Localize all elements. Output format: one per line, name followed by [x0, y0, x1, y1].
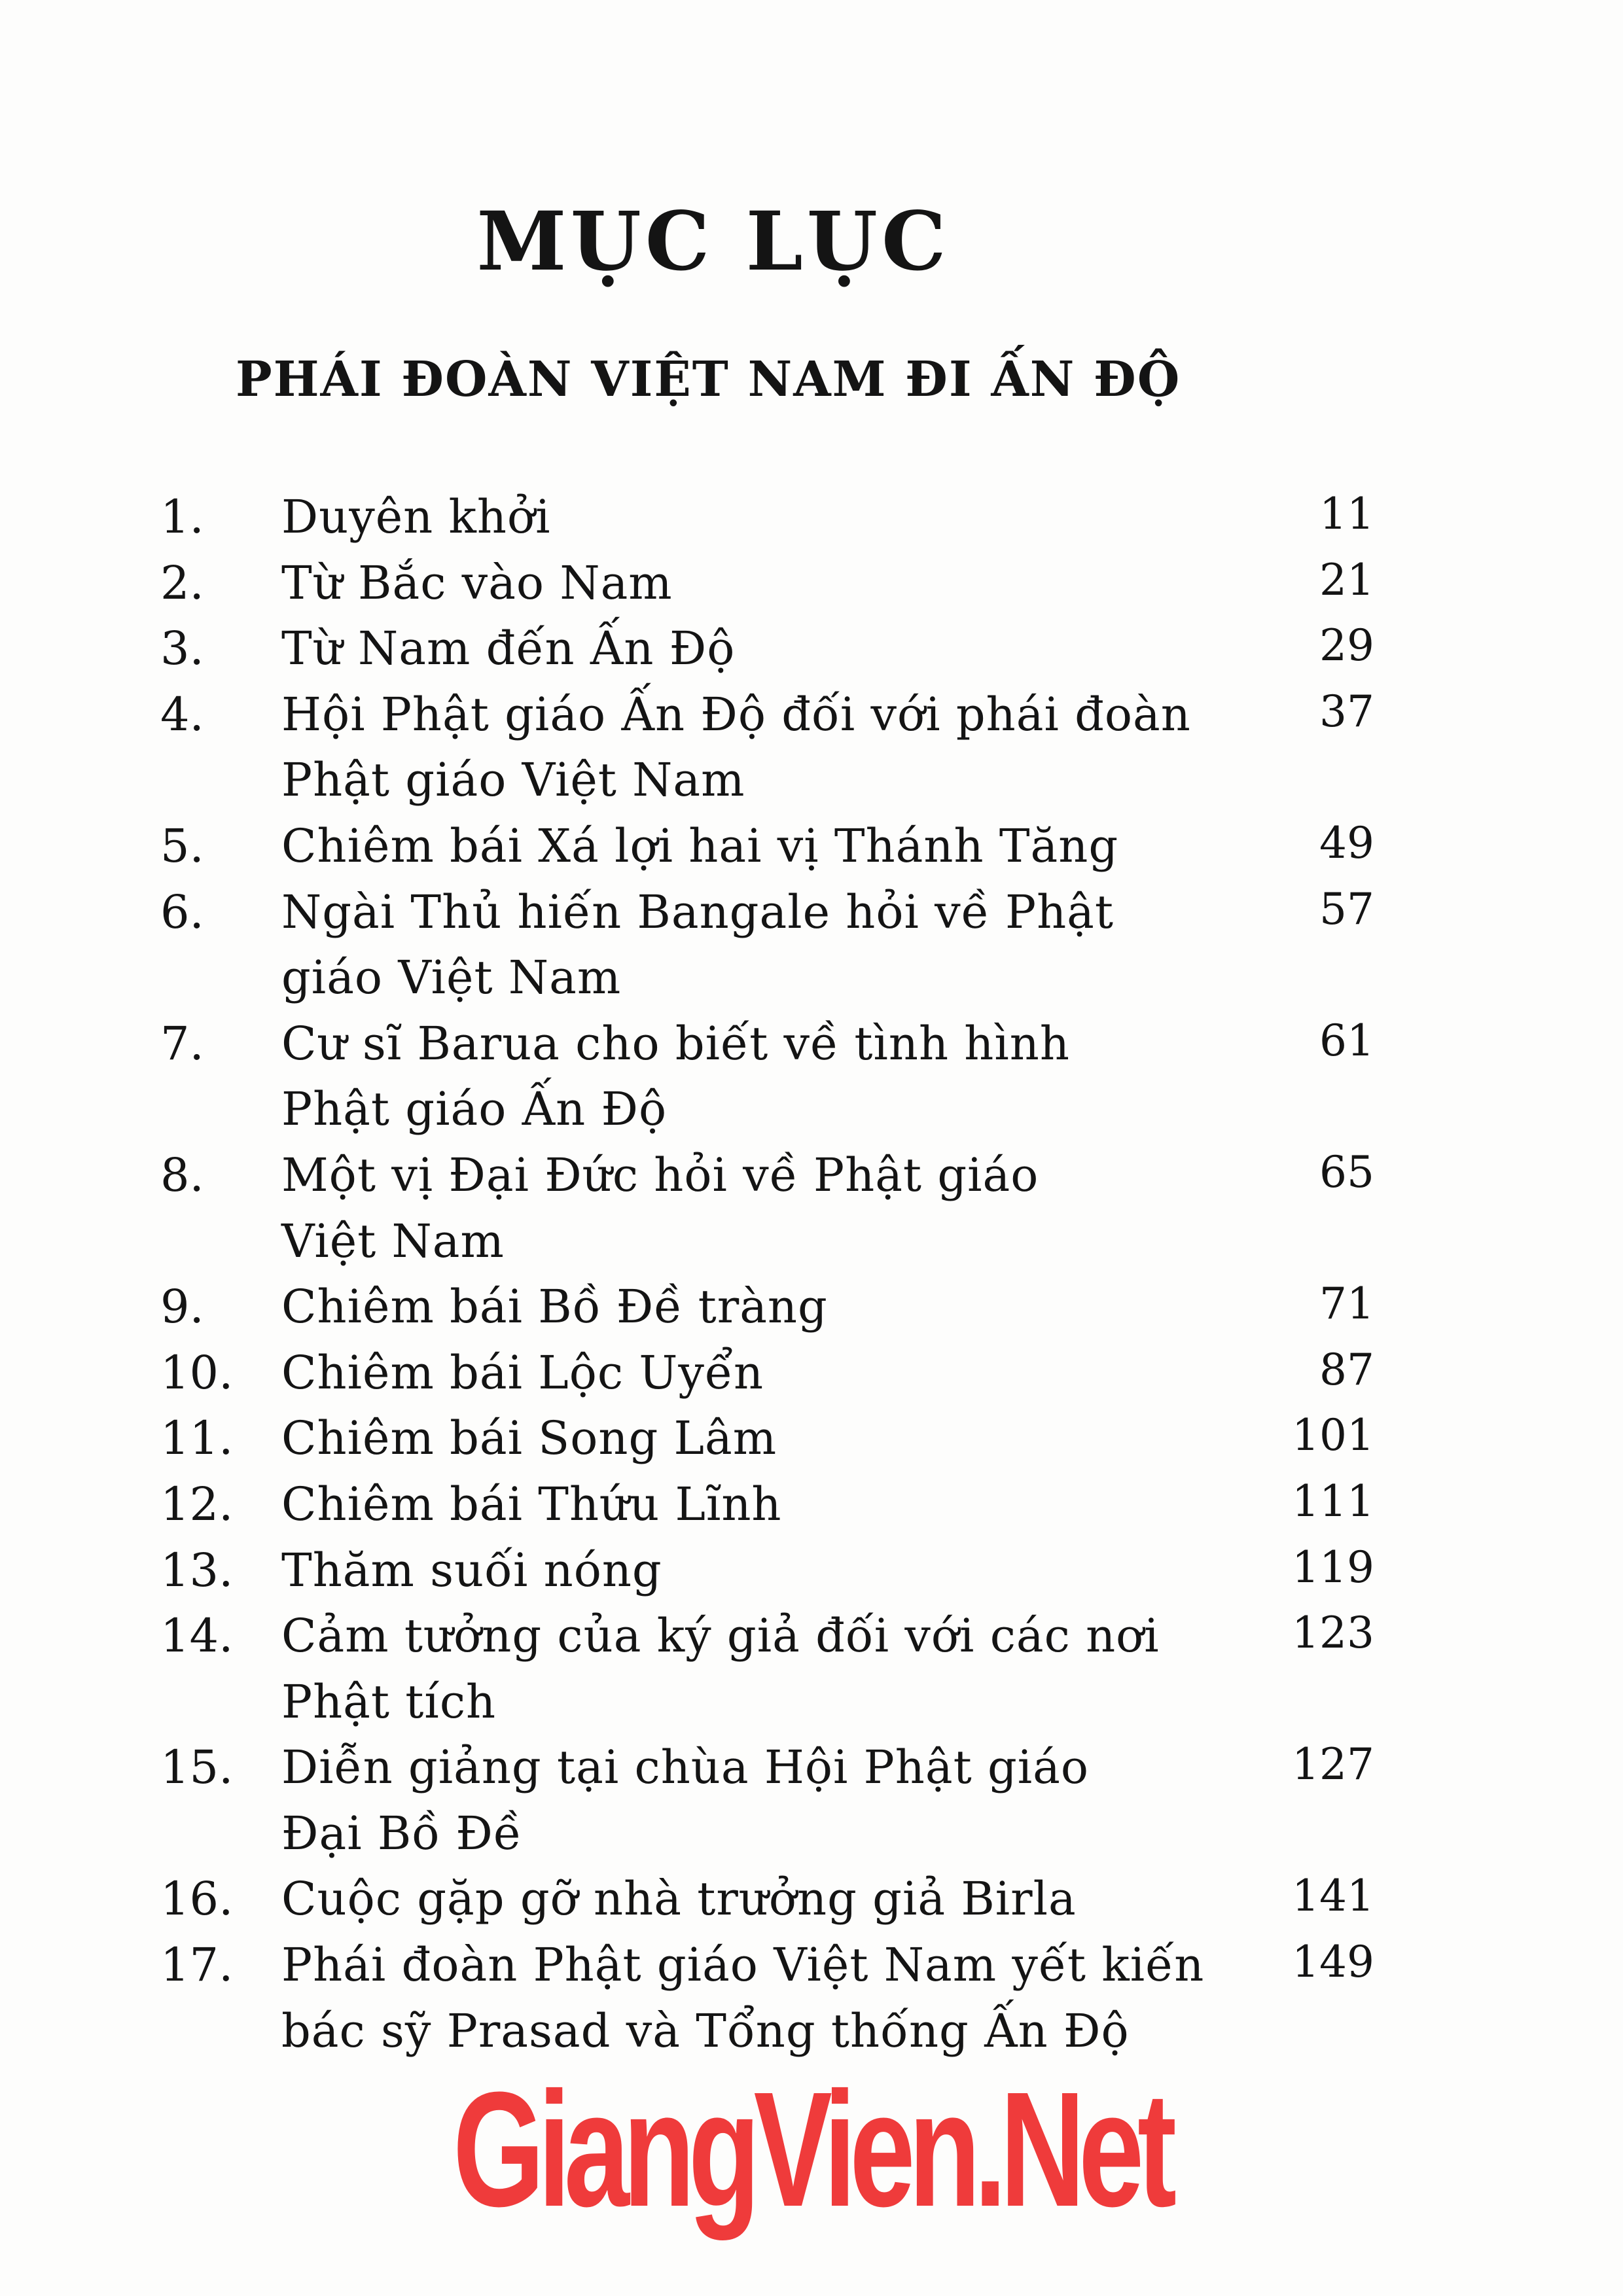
- toc-entry-title: [281, 1142, 1263, 1274]
- toc-entry-title-line: Phật tích: [281, 1674, 497, 1729]
- toc-entry-page-number: 101: [1292, 1410, 1374, 1461]
- toc-entry: [0, 1340, 1623, 1406]
- toc-entry-title-line: Hội Phật giáo Ấn Độ đối với phái đoàn: [281, 687, 1191, 741]
- toc-entry-title-line: Một vị Đại Đức hỏi về Phật giáo: [281, 1148, 1039, 1202]
- toc-entry-number: 11.: [160, 1411, 234, 1466]
- toc-entry: [0, 1142, 1623, 1274]
- toc-entry-title-line: Diễn giảng tại chùa Hội Phật giáo: [281, 1740, 1090, 1795]
- toc-entry-number: 1.: [160, 490, 204, 544]
- toc-entry: [0, 1405, 1623, 1472]
- toc-entry-page-number: 61: [1319, 1015, 1374, 1066]
- toc-entry-number: 3.: [160, 622, 204, 676]
- toc-entry-title: [281, 484, 1263, 550]
- toc-entry: [0, 879, 1623, 1011]
- toc-entry: [0, 813, 1623, 879]
- toc-entry-title-line: Phật giáo Ấn Độ: [281, 1082, 668, 1137]
- toc-entry-title-line: Cư sĩ Barua cho biết về tình hình: [281, 1016, 1070, 1070]
- toc-entry: [0, 1472, 1623, 1538]
- toc-entry-title-line: Chiêm bái Xá lợi hai vị Thánh Tăng: [281, 819, 1119, 873]
- toc-entry-title-line: Từ Bắc vào Nam: [281, 556, 673, 610]
- toc-entry: [0, 616, 1623, 682]
- toc-entry-number: 10.: [160, 1345, 234, 1400]
- toc-entry-title-line: Phật giáo Việt Nam: [281, 753, 745, 807]
- toc-entry: [0, 1866, 1623, 1932]
- toc-entry-number: 5.: [160, 819, 204, 873]
- toc-entry-number: 2.: [160, 556, 204, 610]
- toc-entry-title: [281, 616, 1263, 682]
- section-title: PHÁI ĐOÀN VIỆT NAM ĐI ẤN ĐỘ: [236, 351, 1181, 408]
- toc-entry-number: 15.: [160, 1740, 234, 1795]
- toc-entry-title-line: Cảm tưởng của ký giả đối với các nơi: [281, 1609, 1160, 1663]
- toc-entry-title-line: giáo Việt Nam: [281, 951, 622, 1005]
- toc-entry-title: [281, 1538, 1263, 1604]
- toc-entry-title: [281, 1274, 1263, 1340]
- toc-entry-page-number: 37: [1319, 686, 1374, 737]
- toc-entry-number: 9.: [160, 1280, 204, 1334]
- toc-entry-title: [281, 1405, 1263, 1472]
- toc-entry-title: [281, 879, 1263, 1011]
- toc-entry-page-number: 123: [1292, 1608, 1374, 1659]
- toc-entry-page-number: 57: [1319, 883, 1374, 934]
- toc-entry-title-line: Chiêm bái Song Lâm: [281, 1411, 777, 1466]
- toc-entry-page-number: 127: [1292, 1739, 1374, 1790]
- toc-entry-title: [281, 550, 1263, 616]
- toc-entry-number: 4.: [160, 687, 204, 741]
- toc-entry-title-line: Đại Bồ Đề: [281, 1806, 522, 1860]
- toc-entry-number: 12.: [160, 1477, 234, 1531]
- toc-entry-page-number: 21: [1319, 554, 1374, 605]
- toc-entry-title-line: Thăm suối nóng: [281, 1543, 662, 1597]
- toc-entry-page-number: 149: [1292, 1937, 1374, 1988]
- toc-entry-title: [281, 1011, 1263, 1142]
- toc-entry-title: [281, 1735, 1263, 1866]
- toc-entry: [0, 682, 1623, 813]
- toc-entry: [0, 550, 1623, 616]
- toc-entry-title-line: Phái đoàn Phật giáo Việt Nam yết kiến: [281, 1938, 1205, 1992]
- toc-entry: [0, 1735, 1623, 1866]
- page-title: MỤC LỤC: [476, 194, 950, 289]
- toc-entry-title-line: Từ Nam đến Ấn Độ: [281, 622, 736, 676]
- toc-entry-title: [281, 813, 1263, 879]
- toc-entry-page-number: 29: [1319, 620, 1374, 671]
- toc-entry-page-number: 49: [1319, 817, 1374, 868]
- toc-entry-page-number: 141: [1292, 1871, 1374, 1922]
- toc-entry-title: [281, 682, 1263, 813]
- toc-entry-number: 14.: [160, 1609, 234, 1663]
- toc-entry: [0, 484, 1623, 550]
- toc-entry-page-number: 87: [1319, 1344, 1374, 1395]
- toc-entry-page-number: 11: [1319, 489, 1374, 539]
- toc-entry-title-line: Chiêm bái Thứu Lĩnh: [281, 1477, 782, 1531]
- toc-entry-page-number: 65: [1319, 1146, 1374, 1197]
- toc-entry-number: 7.: [160, 1016, 204, 1070]
- toc-entry-title: [281, 1866, 1263, 1932]
- toc-entry-title-line: Chiêm bái Lộc Uyển: [281, 1345, 764, 1400]
- toc-entry-number: 17.: [160, 1938, 234, 1992]
- toc-entry: [0, 1932, 1623, 2064]
- toc-entry: [0, 1603, 1623, 1735]
- toc-entry: [0, 1011, 1623, 1142]
- toc-entry-title-line: bác sỹ Prasad và Tổng thống Ấn Độ: [281, 2004, 1130, 2058]
- toc-entry-title-line: Ngài Thủ hiến Bangale hỏi về Phật: [281, 885, 1115, 939]
- toc-entry-title: [281, 1472, 1263, 1538]
- toc-entry-page-number: 111: [1292, 1475, 1374, 1527]
- watermark-logo: GiangVien.Net: [453, 2058, 1170, 2240]
- toc-entry-title: [281, 1932, 1263, 2064]
- toc-entry-title: [281, 1340, 1263, 1406]
- toc-entry: [0, 1538, 1623, 1604]
- table-of-contents: [0, 484, 1623, 2064]
- toc-entry-number: 6.: [160, 885, 204, 939]
- toc-entry-page-number: 119: [1292, 1542, 1374, 1593]
- toc-entry: [0, 1274, 1623, 1340]
- toc-entry-number: 16.: [160, 1872, 234, 1926]
- toc-entry-title: [281, 1603, 1263, 1735]
- toc-entry-title-line: Duyên khởi: [281, 490, 551, 544]
- toc-entry-number: 8.: [160, 1148, 204, 1202]
- toc-entry-number: 13.: [160, 1543, 234, 1597]
- toc-entry-title-line: Cuộc gặp gỡ nhà trưởng giả Birla: [281, 1872, 1077, 1926]
- toc-entry-title-line: Việt Nam: [281, 1214, 505, 1268]
- toc-entry-page-number: 71: [1319, 1279, 1374, 1330]
- toc-entry-title-line: Chiêm bái Bồ Đề tràng: [281, 1280, 828, 1334]
